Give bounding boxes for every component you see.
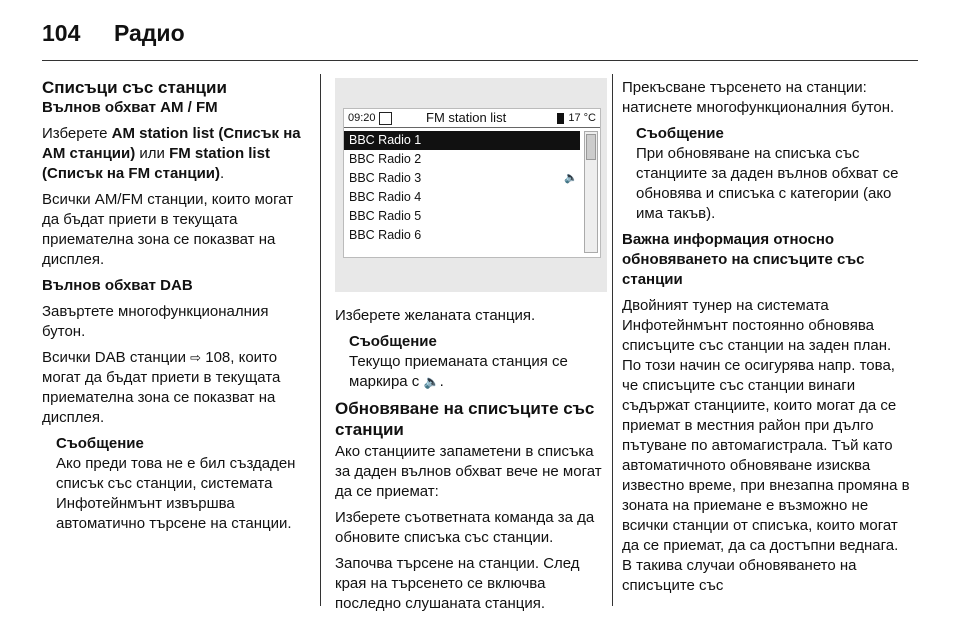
column-2 [335,78,607,620]
station-list-item[interactable] [344,131,580,150]
cross-reference-arrow-icon: ⇨ [190,350,202,365]
station-list-screen [343,108,601,258]
station-list-item[interactable] [344,226,580,245]
station-name: BBC Radio 4 [349,190,422,204]
paragraph-search-starts: Започва търсене на станции. След края на търсенето се включва последно слушаната станция. [335,555,580,612]
subheading-important-info: Важна информация относно обновяването на списъците със станции [622,231,865,288]
station-list-item[interactable] [344,169,580,188]
column-divider-2 [612,74,613,606]
note-box [56,434,308,534]
clock-icon [379,112,392,125]
text: . [439,373,444,390]
subheading-am-fm: Вълнов обхват AM / FM [42,99,218,116]
text: 108, които могат да бъдат приети в текущата приемателна зона се показват на дисплея. [42,349,281,426]
note-box [349,332,607,392]
screen-status-bar [344,109,600,128]
station-list-item[interactable] [344,188,580,207]
section-heading-update-lists: Обновяване на списъците със станции [335,399,595,439]
menu-term-fm-list: FM station list (Списък на FM станции) [42,145,270,182]
list-scrollbar[interactable] [584,131,598,253]
paragraph-am-fm-stations: Всички AM/FM станции, които могат да бъдат приети в текущата приемателна зона се показват на дисплея. [42,191,294,268]
paragraph-rotate-knob: Завъртете многофункционалния бутон. [42,303,269,340]
display-screenshot [335,78,607,292]
note-text: При обновяване на списъка със станциите за даден вълнов обхват се обновява и списъка с категории (ако има такъв). [636,145,899,222]
screen-time: 09:20 [348,112,376,124]
paragraph-select-station: Изберете желаната станция. [335,307,536,324]
page-number: 104 [42,20,81,46]
note-title: Съобщение [349,333,437,350]
page-title: Радио [114,20,185,46]
column-divider-1 [320,74,321,606]
screen-temperature: 17 °C [568,112,596,124]
station-list-item[interactable] [344,207,580,226]
paragraph-stations-unavailable: Ако станциите запаметени в списъка за даден вълнов обхват вече не могат да се приемат: [335,443,602,500]
page-header [42,20,185,50]
note-title: Съобщение [636,125,724,142]
station-name: BBC Radio 5 [349,209,422,223]
text: Всички DAB станции [42,349,191,366]
phone-icon [557,113,564,124]
paragraph-interrupt-search: Прекъсване търсенето на станции: натиснете многофункционалния бутон. [622,79,895,116]
paragraph-dual-tuner: Двойният тунер на системата Инфотейнмънт постоянно обновява списъците със станции на заден план. По този начин се осигурява напр. това, че списъците със станции винаги съдържат станциите, които могат да се приемат в местния район при дълго пътуване по автомагистрала. Тъй като автоматичното обновяване изисква известно време, при внезапна промяна в зоната на приемане е възможно не всички станции от списъка, които могат да се приемат, да са достъпни веднага. В такива случаи обновяването на списъците със [622,297,910,594]
section-heading-station-lists: Списъци със станции [42,78,227,97]
text: Изберете [42,125,112,142]
note-title: Съобщение [56,435,144,452]
paragraph-select-list [42,124,308,184]
station-name: BBC Radio 1 [349,133,422,147]
note-text: Текущо приеманата станция се маркира с [349,353,568,390]
paragraph-select-command: Изберете съответната команда за да обновите списъка със станции. [335,509,595,546]
subheading-dab: Вълнов обхват DAB [42,277,193,294]
speaker-icon: 🔈 [423,374,440,389]
scrollbar-thumb[interactable] [586,134,596,160]
paragraph-dab-stations [42,348,308,428]
station-list-item[interactable] [344,150,580,169]
station-name: BBC Radio 2 [349,152,422,166]
station-list [344,131,580,245]
screen-status-right [557,108,596,128]
header-divider [42,60,918,61]
station-name: BBC Radio 3 [349,171,422,185]
text: или [135,145,170,162]
speaker-icon: 🔈 [564,172,578,184]
station-name: BBC Radio 6 [349,228,422,242]
menu-term-am-list: AM station list (Списък на AM станции) [42,125,301,162]
screen-title: FM station list [426,110,507,125]
column-1 [42,78,308,540]
note-text: Ако преди това не е бил създаден списък със станции, системата Инфотейнмънт извършва автоматично търсене на станции. [56,455,296,532]
text: . [220,165,225,182]
column-3 [622,78,912,602]
note-box [636,124,912,224]
